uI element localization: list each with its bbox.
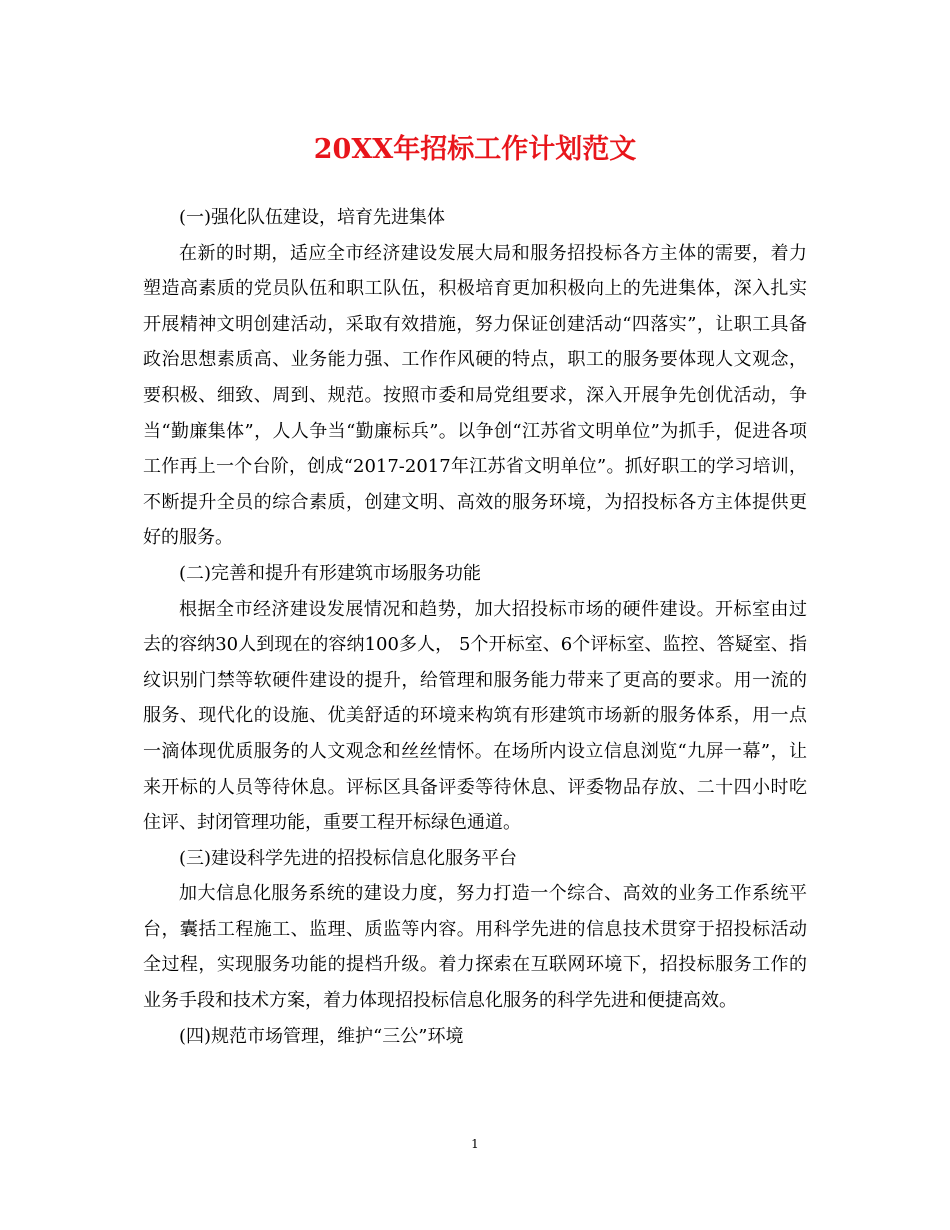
section-1-paragraph: 在新的时期，适应全市经济建设发展大局和服务招投标各方主体的需要，着力塑造高素质的党员队伍和职工队伍，积极培育更加积极向上的先进集体，深入扎实开展精神文明创建活动，采取有效措施，努力保证创建活动“四落实”，让职工具备政治思想素质高、业务能力强、工作作风硬的特点，职工的服务要体现人文观念，要积极、细致、周到、规范。按照市委和局党组要求，深入开展争先创优活动，争当“勤廉集体”，人人争当“勤廉标兵”。以争创“江苏省文明单位”为抓手，促进各项工作再上一个台阶，创成“2017-2017年江苏省文明单位”。抓好职工的学习培训，不断提升全员的综合素质，创建文明、高效的服务环境，为招投标各方主体提供更好的服务。	[143, 242, 807, 549]
document-body	[143, 200, 807, 1054]
section-heading-1: (一)强化队伍建设，培育先进集体	[179, 207, 446, 228]
page-number: 1	[471, 1137, 479, 1151]
section-heading-2: (二)完善和提升有形建筑市场服务功能	[179, 562, 482, 584]
section-2-paragraph: 根据全市经济建设发展情况和趋势，加大招投标市场的硬件建设。开标室由过去的容纳30人到现在的容纳100多人， 5个开标室、6个评标室、监控、答疑室、指纹识别门禁等软硬件建设的提升，给管理和服务能力带来了更高的要求。用一流的服务、现代化的设施、优美舒适的环境来构筑有形建筑市场新的服务体系，用一点一滴体现优质服务的人文观念和丝丝情怀。在场所内设立信息浏览“九屏一幕”，让来开标的人员等待休息。评标区具备评委等待休息、评委物品存放、二十四小时吃住评、封闭管理功能，重要工程开标绿色通道。	[143, 598, 807, 834]
section-heading-3: (三)建设科学先进的招投标信息化服务平台	[179, 847, 518, 869]
section-heading-4: (四)规范市场管理，维护“三公”环境	[179, 1025, 464, 1047]
section-3-paragraph: 加大信息化服务系统的建设力度，努力打造一个综合、高效的业务工作系统平台，囊括工程施工、监理、质监等内容。用科学先进的信息技术贯穿于招投标活动全过程，实现服务功能的提档升级。着力探索在互联网环境下，招投标服务工作的业务手段和技术方案，着力体现招投标信息化服务的科学先进和便捷高效。	[143, 883, 807, 1012]
document-title: 20XX年招标工作计划范文	[313, 134, 637, 165]
